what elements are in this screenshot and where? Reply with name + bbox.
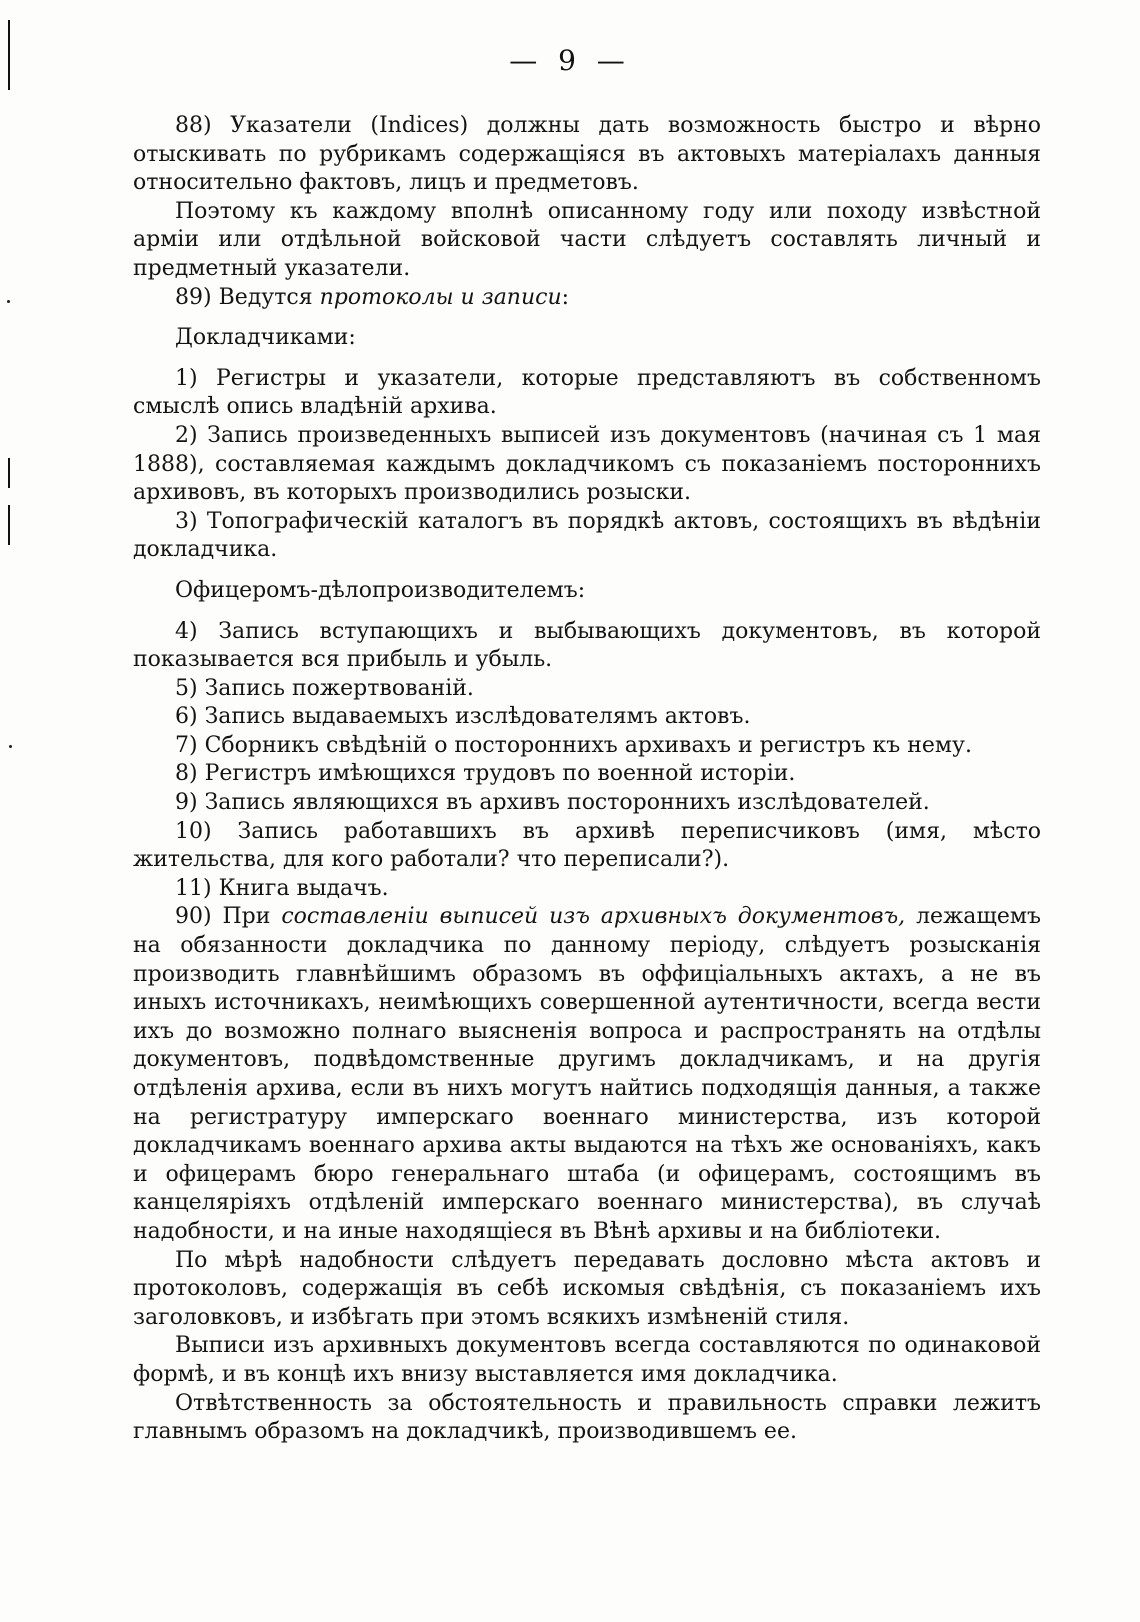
paragraph-89	[133, 284, 1041, 313]
list-item-10: 10) Запись работавшихъ въ архивѣ переписчиковъ (имя, мѣсто жительства, для кого работали? что переписали?).	[133, 818, 1041, 873]
paragraph-89-prefix: 89) Ведутся	[175, 284, 320, 310]
paragraph-90-prefix: 90) При	[175, 904, 282, 930]
paragraph-89-suffix: :	[561, 284, 570, 310]
scan-edge-mark	[8, 505, 10, 545]
list-item-1: 1) Регистры и указатели, которые представляютъ въ собственномъ смыслѣ опись владѣній архива.	[133, 365, 1041, 420]
list-item-2: 2) Запись произведенныхъ выписей изъ документовъ (начиная съ 1 мая 1888), составляемая каждымъ докладчикомъ съ показаніемъ постороннихъ архивовъ, въ которыхъ производились розыски.	[133, 422, 1041, 506]
scan-edge-mark	[8, 458, 10, 488]
list-item-7: 7) Сборникъ свѣдѣній о постороннихъ архивахъ и регистръ къ нему.	[175, 732, 972, 758]
paragraph-90-form: Выписи изъ архивныхъ документовъ всегда составляются по одинаковой формѣ, и въ концѣ ихъ внизу выставляется имя докладчика.	[133, 1333, 1041, 1387]
subheading-officer: Офицеромъ-дѣлопроизводителемъ:	[175, 577, 586, 603]
paragraph-90-quotes: По мѣрѣ надобности слѣдуетъ передавать дословно мѣста актовъ и протоколовъ, содержащія въ себѣ искомыя свѣдѣнія, съ показаніемъ ихъ заголовковъ, и избѣгать при этомъ всякихъ измѣненій стиля.	[133, 1247, 1041, 1330]
list-item-4: 4) Запись вступающихъ и выбывающихъ документовъ, въ которой показывается вся прибыль и убыль.	[133, 618, 1041, 673]
subheading-reporters: Докладчиками:	[175, 325, 356, 351]
paragraph-90	[133, 903, 1041, 1246]
list-item-11: 11) Книга выдачъ.	[175, 875, 389, 901]
scan-speck	[7, 300, 10, 303]
paragraph-88: 88) Указатели (Indices) должны дать возможность быстро и вѣрно отыскивать по рубрикамъ содержащіяся въ актовыхъ матеріалахъ данныя относительно фактовъ, лицъ и предметовъ.	[133, 113, 1041, 196]
paragraph-90-italic: составленіи выписей изъ архивныхъ документовъ,	[281, 904, 906, 930]
paragraph-90-responsibility: Отвѣтственность за обстоятельность и правильность справки лежитъ главнымъ образомъ на докладчикѣ, производившемъ ее.	[133, 1390, 1041, 1445]
list-item-5: 5) Запись пожертвованій.	[175, 675, 474, 701]
body-text	[133, 112, 1041, 1447]
paragraph-89-italic: протоколы и записи	[319, 284, 562, 310]
page-number: — 9 —	[509, 44, 631, 77]
paragraph-88-continued: Поэтому къ каждому вполнѣ описанному году или походу извѣстной арміи или отдѣльной войсковой части слѣдуетъ составлять личный и предметный указатели.	[133, 198, 1041, 281]
paragraph-90-suffix: лежащемъ на обязанности докладчика по данному періоду, слѣдуетъ розысканія производить главнѣйшимъ образомъ въ оффиціальныхъ актахъ, а не въ иныхъ источникахъ, неимѣющихъ совершенной аутентичности, всегда вести ихъ до возможно полнаго выясненія вопроса и распространять на отдѣлы документовъ, подвѣдомственные другимъ докладчикамъ, и на другія отдѣленія архива, если въ нихъ могутъ найтись подходящія данныя, а также на регистратуру имперскаго военнаго министерства, изъ которой докладчикамъ военнаго архива акты выдаются на тѣхъ же основаніяхъ, какъ и офицерамъ бюро генеральнаго штаба (и офицерамъ, состоящимъ въ канцеляріяхъ отдѣленій имперскаго военнаго министерства), въ случаѣ надобности, и на иные находящіеся въ Вѣнѣ архивы и на библіотеки.	[133, 904, 1042, 1244]
scan-speck	[9, 745, 12, 748]
list-item-9: 9) Запись являющихся въ архивъ постороннихъ изслѣдователей.	[175, 790, 930, 816]
list-item-6: 6) Запись выдаваемыхъ изслѣдователямъ актовъ.	[175, 704, 751, 730]
list-item-8: 8) Регистръ имѣющихся трудовъ по военной исторіи.	[175, 761, 796, 787]
list-item-3: 3) Топографическій каталогъ въ порядкѣ актовъ, состоящихъ въ вѣдѣніи докладчика.	[133, 508, 1041, 563]
